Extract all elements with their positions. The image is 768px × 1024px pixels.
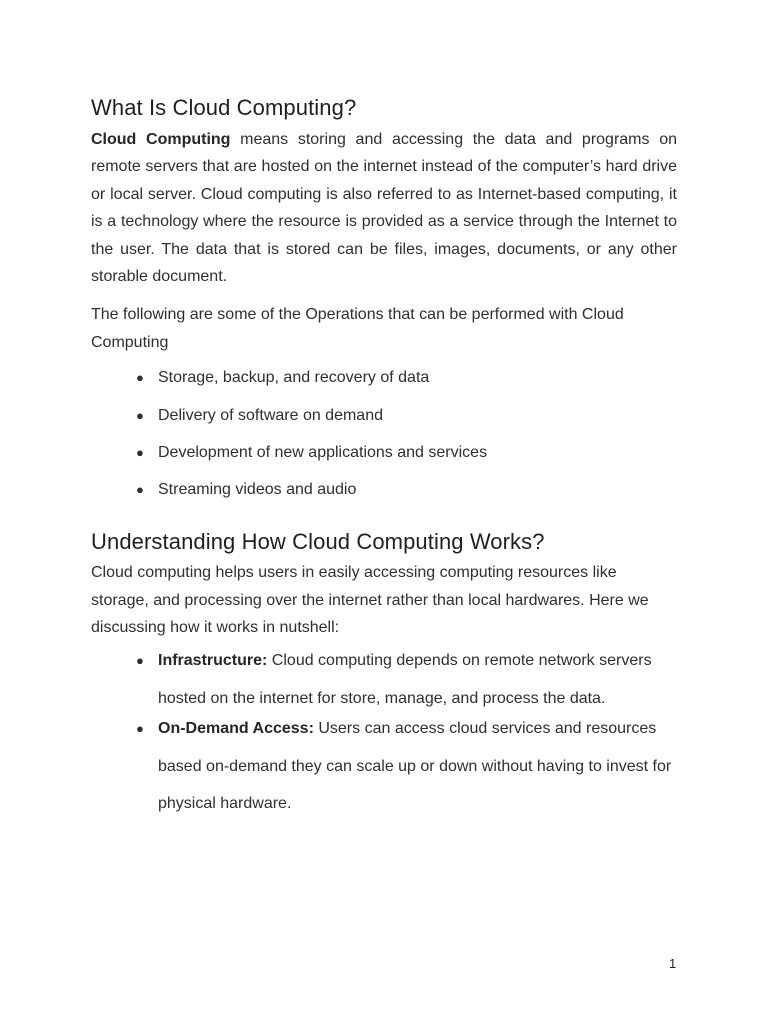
how-it-works-intro: Cloud computing helps users in easily accessing computing resources like storage, and processing over the internet rather than local hardwares. Here we discussing how it works in nutshell: <box>91 564 649 636</box>
operations-lead-paragraph: The following are some of the Operations that can be performed with Cloud Computing <box>91 306 624 351</box>
point-term: Infrastructure: <box>158 652 268 670</box>
bullet-icon: ● <box>136 444 144 460</box>
document-page <box>91 94 677 823</box>
page-number: 1 <box>669 956 677 971</box>
operations-list <box>91 368 677 500</box>
list-item-text: Development of new applications and services <box>158 443 488 461</box>
intro-bold-term: Cloud Computing <box>91 131 231 148</box>
bullet-icon: ● <box>136 407 144 423</box>
bullet-icon: ● <box>136 721 144 737</box>
list-item <box>136 368 677 388</box>
bullet-icon: ● <box>136 482 144 498</box>
list-item <box>136 480 677 500</box>
list-item <box>136 642 677 717</box>
section-heading-how-it-works: Understanding How Cloud Computing Works? <box>91 529 545 555</box>
point-text: Users can access cloud services and resources based on-demand they can scale up or down without having to invest for physical hardware. <box>158 720 672 813</box>
point-text: Cloud computing depends on remote network servers hosted on the internet for store, manage, and process the data. <box>158 652 652 707</box>
bullet-icon: ● <box>136 370 144 386</box>
list-item <box>136 710 677 823</box>
list-item-text: Delivery of software on demand <box>158 406 383 424</box>
intro-paragraph <box>91 126 677 290</box>
intro-text: means storing and accessing the data and programs on remote servers that are hosted on the internet instead of the computer’s hard drive or local server. Cloud computing is also referred to as Internet-based computing, it is a technology where the resource is provided as a service through the Internet to the user. The data that is stored can be files, images, documents, or any other storable document. <box>91 131 677 286</box>
list-item <box>136 443 677 463</box>
list-item <box>136 406 677 426</box>
list-item-text: Storage, backup, and recovery of data <box>158 369 430 387</box>
how-it-works-list <box>91 642 677 823</box>
point-term: On-Demand Access: <box>158 720 314 738</box>
section-heading-cloud-computing: What Is Cloud Computing? <box>91 95 357 120</box>
list-item-text: Streaming videos and audio <box>158 481 357 499</box>
bullet-icon: ● <box>136 653 144 669</box>
